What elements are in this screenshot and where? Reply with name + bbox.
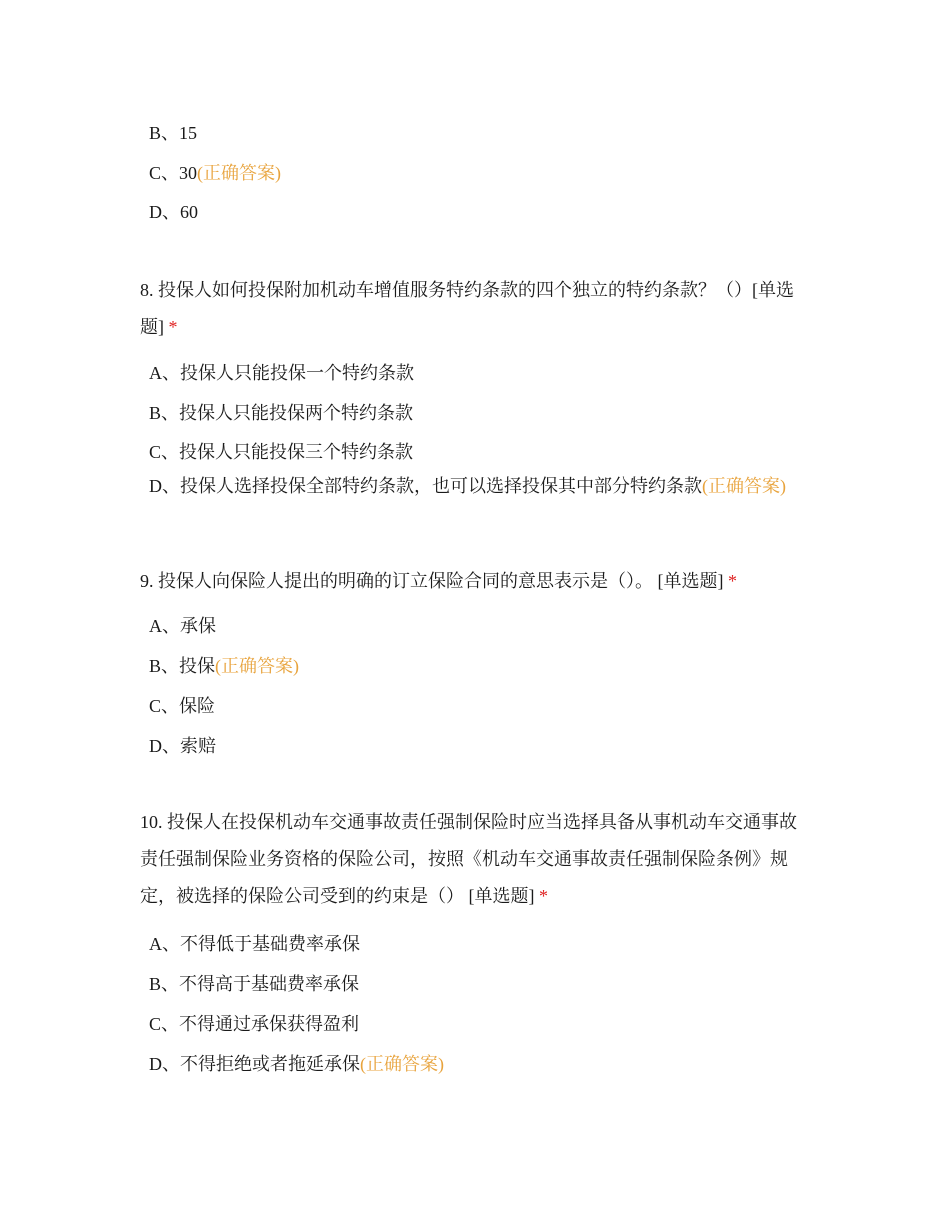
q9-option-d [149, 734, 799, 759]
q8-option-a [149, 361, 799, 386]
option-letter: D、 [149, 476, 180, 496]
required-mark: * [728, 571, 737, 591]
option-text: 60 [180, 202, 198, 222]
option-text: 不得拒绝或者拖延承保 [180, 1054, 360, 1074]
option-letter: D、 [149, 202, 180, 222]
question-8-title [140, 272, 805, 346]
option-letter: D、 [149, 736, 180, 756]
option-text: 不得低于基础费率承保 [180, 934, 360, 954]
option-letter: A、 [149, 616, 180, 636]
question-text: 8. 投保人如何投保附加机动车增值服务特约条款的四个独立的特约条款？（）[单选题] [140, 280, 794, 337]
q9-option-b [149, 654, 799, 679]
option-text: 投保人只能投保三个特约条款 [179, 442, 414, 462]
q10-option-a [149, 932, 799, 957]
question-text: 10. 投保人在投保机动车交通事故责任强制保险时应当选择具备从事机动车交通事故责任强制保险业务资格的保险公司，按照《机动车交通事故责任强制保险条例》规定，被选择的保险公司受到的约束是（） [单选题] [140, 812, 797, 906]
option-letter: B、 [149, 123, 180, 143]
question-text: 9. 投保人向保险人提出的明确的订立保险合同的意思表示是（）。 [单选题] [140, 571, 724, 591]
option-text: 投保人只能投保两个特约条款 [179, 403, 414, 423]
option-text: 索赔 [180, 736, 216, 756]
correct-answer-label: (正确答案) [215, 656, 300, 676]
required-mark: * [168, 317, 178, 337]
q10-option-d [149, 1052, 799, 1077]
option-text: 不得通过承保获得盈利 [179, 1014, 360, 1034]
option-letter: C、 [149, 442, 180, 462]
option-text: 不得高于基础费率承保 [179, 974, 360, 994]
option-text: 投保人只能投保一个特约条款 [180, 363, 414, 383]
option-text: 15 [179, 123, 198, 143]
option-text: 30 [179, 163, 198, 183]
correct-answer-label: (正确答案) [702, 476, 786, 496]
q7-option-c [149, 161, 799, 186]
option-letter: B、 [149, 974, 180, 994]
correct-answer-label: (正确答案) [197, 163, 282, 183]
option-letter: B、 [149, 403, 180, 423]
option-letter: A、 [149, 363, 180, 383]
q10-option-c [149, 1012, 799, 1037]
option-text: 承保 [180, 616, 216, 636]
question-9-title [140, 563, 805, 600]
option-letter: C、 [149, 696, 180, 716]
option-letter: A、 [149, 934, 180, 954]
q8-option-b [149, 401, 799, 426]
option-letter: C、 [149, 1014, 180, 1034]
option-letter: B、 [149, 656, 180, 676]
q9-option-c [149, 694, 799, 719]
q8-option-d [149, 474, 789, 499]
q10-option-b [149, 972, 799, 997]
option-text: 保险 [179, 696, 216, 716]
option-text: 投保 [179, 656, 216, 676]
q9-option-a [149, 614, 799, 639]
correct-answer-label: (正确答案) [360, 1054, 444, 1074]
option-letter: C、 [149, 163, 180, 183]
option-text: 投保人选择投保全部特约条款，也可以选择投保其中部分特约条款 [180, 476, 702, 496]
question-10-title [140, 804, 805, 915]
q7-option-d [149, 200, 799, 225]
option-letter: D、 [149, 1054, 180, 1074]
required-mark: * [539, 886, 548, 906]
q8-option-c [149, 440, 799, 465]
q7-option-b [149, 121, 799, 146]
